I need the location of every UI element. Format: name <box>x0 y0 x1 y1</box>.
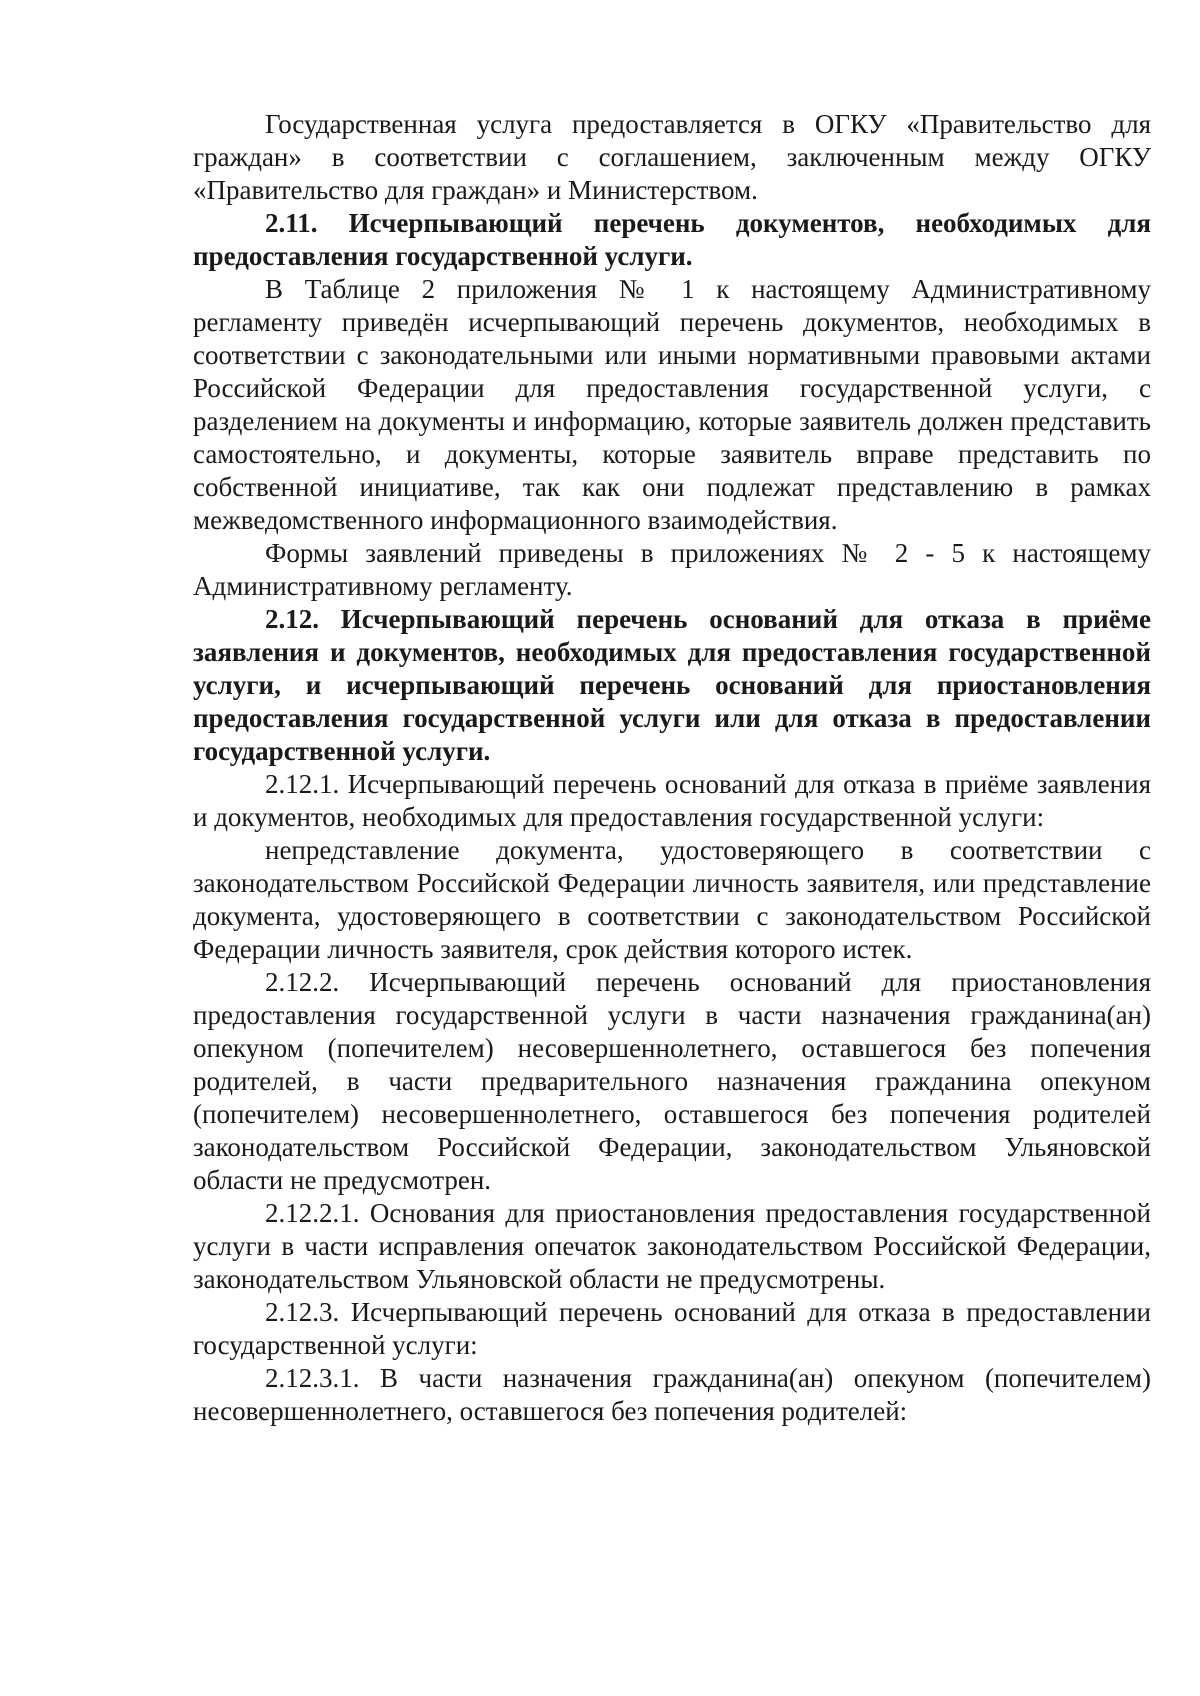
paragraph-application-forms: Формы заявлений приведены в приложениях № 2 - 5 к настоящему Административному регламенту. <box>193 538 1151 601</box>
paragraph-refusal-grounds: непредставление документа, удостоверяющего в соответствии с законодательством Российской Федерации личность заявителя, или представление документа, удостоверяющего в соответствии с законодательством Российской Федерации личность заявителя, срок действия которого истек. <box>193 835 1151 964</box>
paragraph-2-12-1: 2.12.1. Исчерпывающий перечень оснований для отказа в приёме заявления и документов, необходимых для предоставления государственной услуги: <box>193 769 1151 832</box>
heading-2-11: 2.11. Исчерпывающий перечень документов, необходимых для предоставления государственной услуги. <box>193 208 1151 271</box>
paragraph-2-12-3: 2.12.3. Исчерпывающий перечень оснований для отказа в предоставлении государственной услуги: <box>193 1297 1151 1360</box>
paragraph-service-provision: Государственная услуга предоставляется в ОГКУ «Правительство для граждан» в соответствии с соглашением, заключенным между ОГКУ «Правительство для граждан» и Министерством. <box>193 109 1151 205</box>
paragraph-documents-list: В Таблице 2 приложения № 1 к настоящему Административному регламенту приведён исчерпывающий перечень документов, необходимых в соответствии с законодательными или иными нормативными правовыми актами Российской Федерации для предоставления государственной услуги, с разделением на документы и информацию, которые заявитель должен представить самостоятельно, и документы, которые заявитель вправе представить по собственной инициативе, так как они подлежат представлению в рамках межведомственного информационного взаимодействия. <box>193 274 1151 535</box>
heading-2-12: 2.12. Исчерпывающий перечень оснований для отказа в приёме заявления и документов, необходимых для предоставления государственной услуги, и исчерпывающий перечень оснований для приостановления предоставления государственной услуги или для отказа в предоставлении государственной услуги. <box>193 604 1151 766</box>
paragraph-2-12-2-1: 2.12.2.1. Основания для приостановления предоставления государственной услуги в части исправления опечаток законодательством Российской Федерации, законодательством Ульяновской области не предусмотрены. <box>193 1198 1151 1294</box>
paragraph-2-12-2: 2.12.2. Исчерпывающий перечень оснований для приостановления предоставления государственной услуги в части назначения гражданина(ан) опекуном (попечителем) несовершеннолетнего, оставшегося без попечения родителей, в части предварительного назначения гражданина опекуном (попечителем) несовершеннолетнего, оставшегося без попечения родителей законодательством Российской Федерации, законодательством Ульяновской области не предусмотрен. <box>193 967 1151 1195</box>
document-page <box>193 108 1151 1428</box>
paragraph-2-12-3-1: 2.12.3.1. В части назначения гражданина(ан) опекуном (попечителем) несовершеннолетнего, оставшегося без попечения родителей: <box>193 1363 1151 1426</box>
